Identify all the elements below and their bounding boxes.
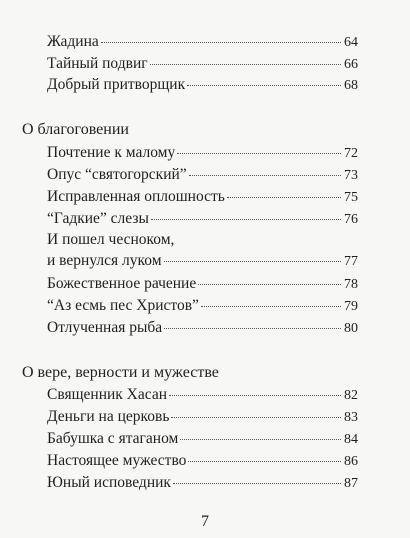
- toc-entry-title: “Гадкие” слезы: [47, 210, 149, 227]
- dot-leader: [151, 219, 341, 220]
- toc-entry: [47, 318, 358, 339]
- section-heading: О благоговении: [22, 121, 129, 138]
- toc-entry-page: 72: [344, 146, 358, 161]
- dot-leader: [198, 284, 341, 285]
- toc-entry-title: “Аз есмь пес Христов”: [47, 297, 199, 314]
- dot-leader: [188, 461, 341, 462]
- toc-entry: [47, 274, 358, 295]
- toc-entry-title: Жадина: [47, 33, 99, 50]
- dot-leader: [177, 153, 341, 154]
- toc-entry: [47, 429, 358, 450]
- toc-entry: [47, 451, 358, 472]
- toc-entry: [47, 251, 358, 272]
- toc-entry: [47, 296, 358, 317]
- toc-entry-page: 78: [344, 277, 358, 292]
- toc-entry: [47, 209, 358, 230]
- dot-leader: [150, 64, 341, 65]
- toc-entry-page: 83: [344, 410, 358, 425]
- page-number: 7: [201, 513, 209, 530]
- toc-entry-title: Бабушка с ятаганом: [47, 430, 179, 447]
- toc-entry: [47, 165, 358, 186]
- toc-entry-title: Отлученная рыба: [47, 319, 163, 336]
- toc-entry-page: 75: [344, 190, 358, 205]
- toc-entry-title: Юный исповедник: [47, 474, 171, 491]
- toc-entry-page: 79: [344, 299, 358, 314]
- toc-entry: [47, 385, 358, 406]
- toc-entry: [47, 187, 358, 208]
- toc-entry: [47, 75, 358, 96]
- toc-entry-page: 64: [344, 35, 358, 50]
- toc-entry-page: 84: [344, 432, 358, 447]
- toc-entry: [47, 407, 358, 428]
- toc-entry-page: 86: [344, 454, 358, 469]
- toc-entry-title-line1: И пошел чесноком,: [47, 231, 175, 248]
- toc-entry-title: Добрый притворщик: [47, 76, 186, 93]
- dot-leader: [227, 197, 341, 198]
- toc-entry: [47, 32, 358, 53]
- dot-leader: [164, 328, 341, 329]
- dot-leader: [171, 417, 341, 418]
- toc-entry-title: Опус “святогорский”: [47, 166, 187, 183]
- toc-entry-page: 73: [344, 168, 358, 183]
- toc-entry-title: Исправленная оплошность: [47, 188, 225, 205]
- toc-entry-page: 76: [344, 212, 358, 227]
- dot-leader: [201, 306, 341, 307]
- toc-entry-title: Божественное рачение: [47, 275, 197, 292]
- toc-entry-page: 77: [344, 254, 358, 269]
- toc-entry-title: Священник Хасан: [47, 386, 168, 403]
- toc-entry: [47, 143, 358, 164]
- toc-entry-page: 87: [344, 476, 358, 491]
- toc-entry: [47, 473, 358, 494]
- toc-entry-page: 66: [344, 57, 358, 72]
- section-heading: О вере, верности и мужестве: [22, 364, 219, 381]
- dot-leader: [164, 261, 341, 262]
- dot-leader: [169, 395, 341, 396]
- toc-entry-title: Настоящее мужество: [47, 452, 187, 469]
- dot-leader: [173, 483, 341, 484]
- toc-entry-title-continuation: и вернулся луком: [47, 252, 162, 269]
- toc-entry-title: Почтение к малому: [47, 144, 176, 161]
- toc-entry-title: Тайный подвиг: [47, 55, 148, 72]
- dot-leader: [180, 439, 341, 440]
- dot-leader: [101, 42, 341, 43]
- toc-entry: [47, 54, 358, 75]
- toc-entry-title: Деньги на церковь: [47, 408, 170, 425]
- toc-entry-page: 82: [344, 388, 358, 403]
- dot-leader: [189, 175, 341, 176]
- toc-entry-page: 80: [344, 321, 358, 336]
- toc-entry-page: 68: [344, 78, 358, 93]
- dot-leader: [187, 85, 341, 86]
